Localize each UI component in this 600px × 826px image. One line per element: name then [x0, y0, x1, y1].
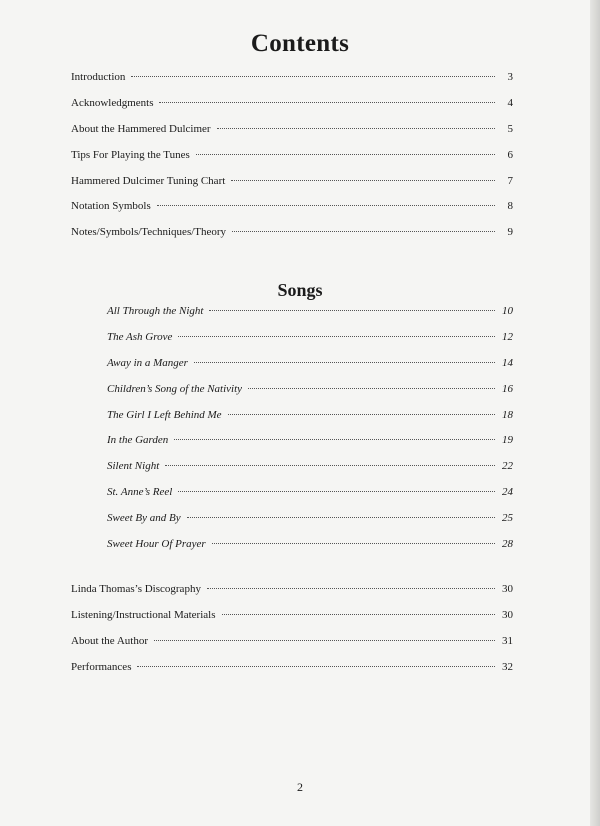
- song-entry[interactable]: [107, 331, 513, 357]
- song-title: Silent Night: [107, 460, 160, 473]
- toc-entry-label: Acknowledgments: [71, 96, 154, 109]
- song-title: The Ash Grove: [107, 330, 173, 343]
- toc-entry-page: 5: [507, 122, 513, 135]
- dot-leader: [154, 640, 495, 641]
- song-entry[interactable]: [107, 538, 513, 564]
- song-entry[interactable]: [107, 357, 513, 383]
- toc-entry-page: 9: [507, 226, 513, 239]
- song-title: All Through the Night: [107, 305, 204, 317]
- toc-entry[interactable]: [71, 200, 513, 226]
- song-page: 18: [502, 408, 513, 421]
- dot-leader: [178, 336, 495, 337]
- page-title: Contents: [250, 30, 350, 57]
- song-title: Sweet By and By: [107, 512, 181, 525]
- dot-leader: [137, 666, 495, 667]
- dot-leader: [159, 102, 495, 103]
- song-page: 19: [502, 434, 513, 447]
- toc-entry[interactable]: [71, 583, 513, 609]
- toc-entry-page: 7: [507, 174, 513, 187]
- dot-leader: [187, 517, 495, 518]
- song-page: 14: [502, 356, 513, 369]
- song-entry[interactable]: [107, 305, 513, 331]
- dot-leader: [231, 180, 495, 181]
- dot-leader: [194, 362, 495, 363]
- songs-list: [107, 305, 513, 564]
- song-page: 28: [502, 538, 513, 551]
- toc-entry-label: Notes/Symbols/Techniques/Theory: [71, 226, 227, 239]
- song-page: 25: [502, 512, 513, 525]
- toc-entry-label: Linda Thomas’s Discography: [71, 583, 201, 595]
- front-matter-list: [71, 71, 513, 252]
- song-page: 16: [502, 382, 513, 395]
- dot-leader: [178, 491, 495, 492]
- toc-entry[interactable]: [71, 71, 513, 97]
- dot-leader: [248, 388, 495, 389]
- song-page: 22: [502, 460, 513, 473]
- dot-leader: [157, 205, 495, 206]
- dot-leader: [228, 414, 495, 415]
- toc-entry-page: 31: [502, 634, 513, 647]
- toc-entry[interactable]: [71, 609, 513, 635]
- back-matter-list: [71, 583, 513, 687]
- dot-leader: [174, 439, 495, 440]
- dot-leader: [196, 154, 495, 155]
- toc-entry-label: Performances: [71, 660, 132, 673]
- dot-leader: [207, 588, 495, 589]
- toc-entry-page: 6: [507, 148, 513, 161]
- toc-entry-page: 4: [507, 96, 513, 109]
- toc-entry-page: 30: [502, 608, 513, 621]
- toc-entry-label: Notation Symbols: [71, 200, 151, 213]
- song-entry[interactable]: [107, 434, 513, 460]
- song-page: 24: [502, 486, 513, 499]
- toc-entry-label: Introduction: [71, 71, 126, 83]
- dot-leader: [131, 76, 495, 77]
- song-entry[interactable]: [107, 383, 513, 409]
- toc-entry[interactable]: [71, 635, 513, 661]
- song-title: Children’s Song of the Nativity: [107, 382, 243, 395]
- song-title: In the Garden: [107, 434, 169, 447]
- toc-entry-page: 3: [507, 71, 513, 83]
- song-title: Away in a Manger: [107, 356, 188, 369]
- dot-leader: [209, 310, 495, 311]
- toc-entry[interactable]: [71, 97, 513, 123]
- toc-entry-label: About the Author: [71, 634, 148, 647]
- toc-entry-label: Tips For Playing the Tunes: [71, 148, 190, 161]
- toc-entry[interactable]: [71, 175, 513, 201]
- toc-entry-label: About the Hammered Dulcimer: [71, 122, 211, 135]
- dot-leader: [217, 128, 495, 129]
- song-entry[interactable]: [107, 512, 513, 538]
- dot-leader: [165, 465, 495, 466]
- toc-entry[interactable]: [71, 123, 513, 149]
- song-entry[interactable]: [107, 409, 513, 435]
- song-entry[interactable]: [107, 460, 513, 486]
- song-page: 12: [502, 330, 513, 343]
- toc-entry[interactable]: [71, 661, 513, 687]
- toc-entry-page: 32: [502, 660, 513, 673]
- toc-entry[interactable]: [71, 149, 513, 175]
- song-title: Sweet Hour Of Prayer: [107, 538, 206, 551]
- toc-entry[interactable]: [71, 226, 513, 252]
- toc-entry-page: 8: [507, 200, 513, 213]
- song-entry[interactable]: [107, 486, 513, 512]
- song-page: 10: [502, 305, 513, 317]
- song-title: The Girl I Left Behind Me: [107, 408, 222, 421]
- page-edge-shadow: [590, 0, 600, 826]
- dot-leader: [232, 231, 495, 232]
- toc-entry-label: Listening/Instructional Materials: [71, 608, 216, 621]
- dot-leader: [222, 614, 496, 615]
- song-title: St. Anne’s Reel: [107, 486, 173, 499]
- dot-leader: [212, 543, 495, 544]
- songs-heading: Songs: [277, 280, 323, 300]
- page-number: 2: [297, 780, 303, 794]
- toc-entry-label: Hammered Dulcimer Tuning Chart: [71, 174, 226, 187]
- toc-entry-page: 30: [502, 583, 513, 595]
